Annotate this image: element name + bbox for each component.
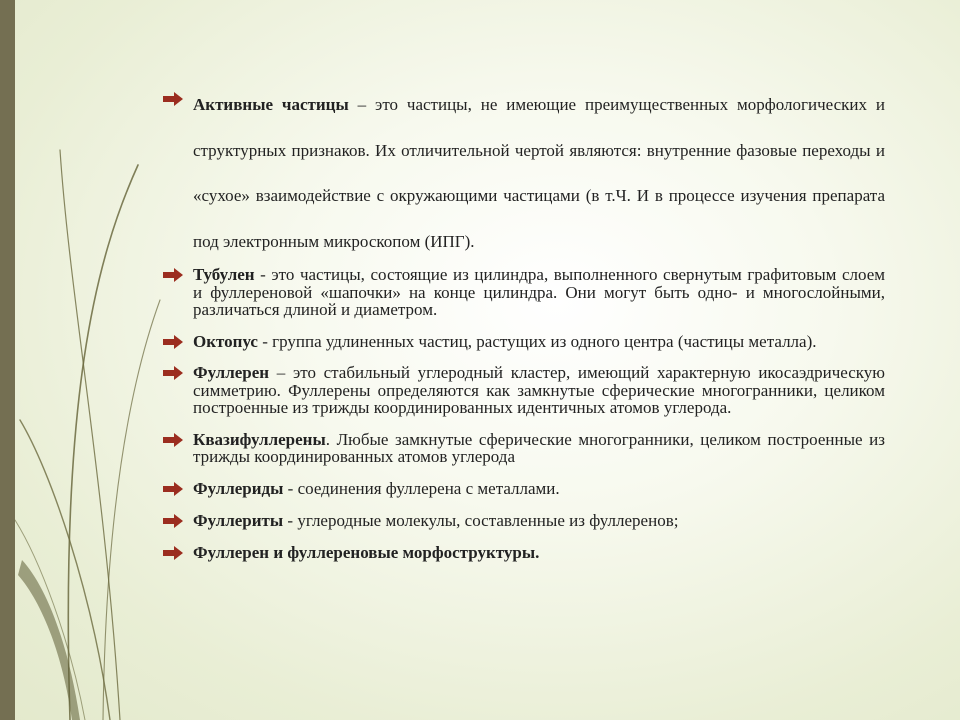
bullet-term: Фуллериды xyxy=(193,478,284,498)
bullet-term: Октопус xyxy=(193,331,258,351)
arrow-bullet-icon xyxy=(163,335,183,349)
bullet-item-fullerene xyxy=(163,364,885,417)
arrow-bullet-icon xyxy=(163,366,183,380)
arrow-bullet-icon xyxy=(163,92,183,106)
bullet-text: . Любые замкнутые сферические многогранники, целиком построенные из трижды координированных атомов углерода xyxy=(193,429,885,466)
bullet-item-octopus xyxy=(163,333,885,351)
bullet-term: Тубулен xyxy=(193,265,255,284)
bullet-term: Квазифуллерены xyxy=(193,429,326,449)
left-accent-bar xyxy=(0,0,15,720)
arrow-bullet-icon xyxy=(163,482,183,496)
bullet-text: - углеродные молекулы, составленные из фуллеренов; xyxy=(283,510,679,530)
arrow-bullet-icon xyxy=(163,546,183,560)
bullet-item-fullerides xyxy=(163,480,885,498)
bullet-term: Фуллерен xyxy=(193,363,270,382)
bullet-term: Активные частицы xyxy=(193,95,349,114)
bullet-text: - группа удлиненных частиц, растущих из одного центра (частицы металла). xyxy=(257,331,817,351)
bullet-item-tubulen xyxy=(163,266,885,319)
bullet-text: - соединения фуллерена с металлами. xyxy=(283,478,560,498)
bullet-text: – это частицы, не имеющие преимущественных морфологических и структурных признаков. Их отличительной чертой являются: внутренние фазовые переходы и «сухое» взаимодействие с окружающими частицами (в т.Ч. И в процессе изучения препарата под электронным микроскопом (ИПГ). xyxy=(193,95,885,251)
arrow-bullet-icon xyxy=(163,514,183,528)
bullet-term: Фуллериты xyxy=(193,510,284,530)
arrow-bullet-icon xyxy=(163,268,183,282)
bullet-term: Фуллерен и фуллереновые морфоструктуры. xyxy=(193,542,540,562)
bullet-item-fullerene-morphostructures xyxy=(163,544,885,562)
bullet-text: – это стабильный углеродный кластер, имеющий характерную икосаэдрическую симметрию. Фуллерены определяются как замкнутые сферические многогранники, целиком построенные из трижды координированных идентичных атомов углерода. xyxy=(193,363,885,417)
slide-content xyxy=(163,82,885,576)
bullet-item-fullerites xyxy=(163,512,885,530)
bullet-item-quasifullerenes xyxy=(163,431,885,466)
arrow-bullet-icon xyxy=(163,433,183,447)
bullet-item-active-particles xyxy=(163,82,885,264)
bullet-text: - это частицы, состоящие из цилиндра, выполненного свернутым графитовым слоем и фуллереновой «шапочки» на конце цилиндра. Они могут быть одно- и многослойными, различаться длиной и диаметром. xyxy=(193,265,885,319)
